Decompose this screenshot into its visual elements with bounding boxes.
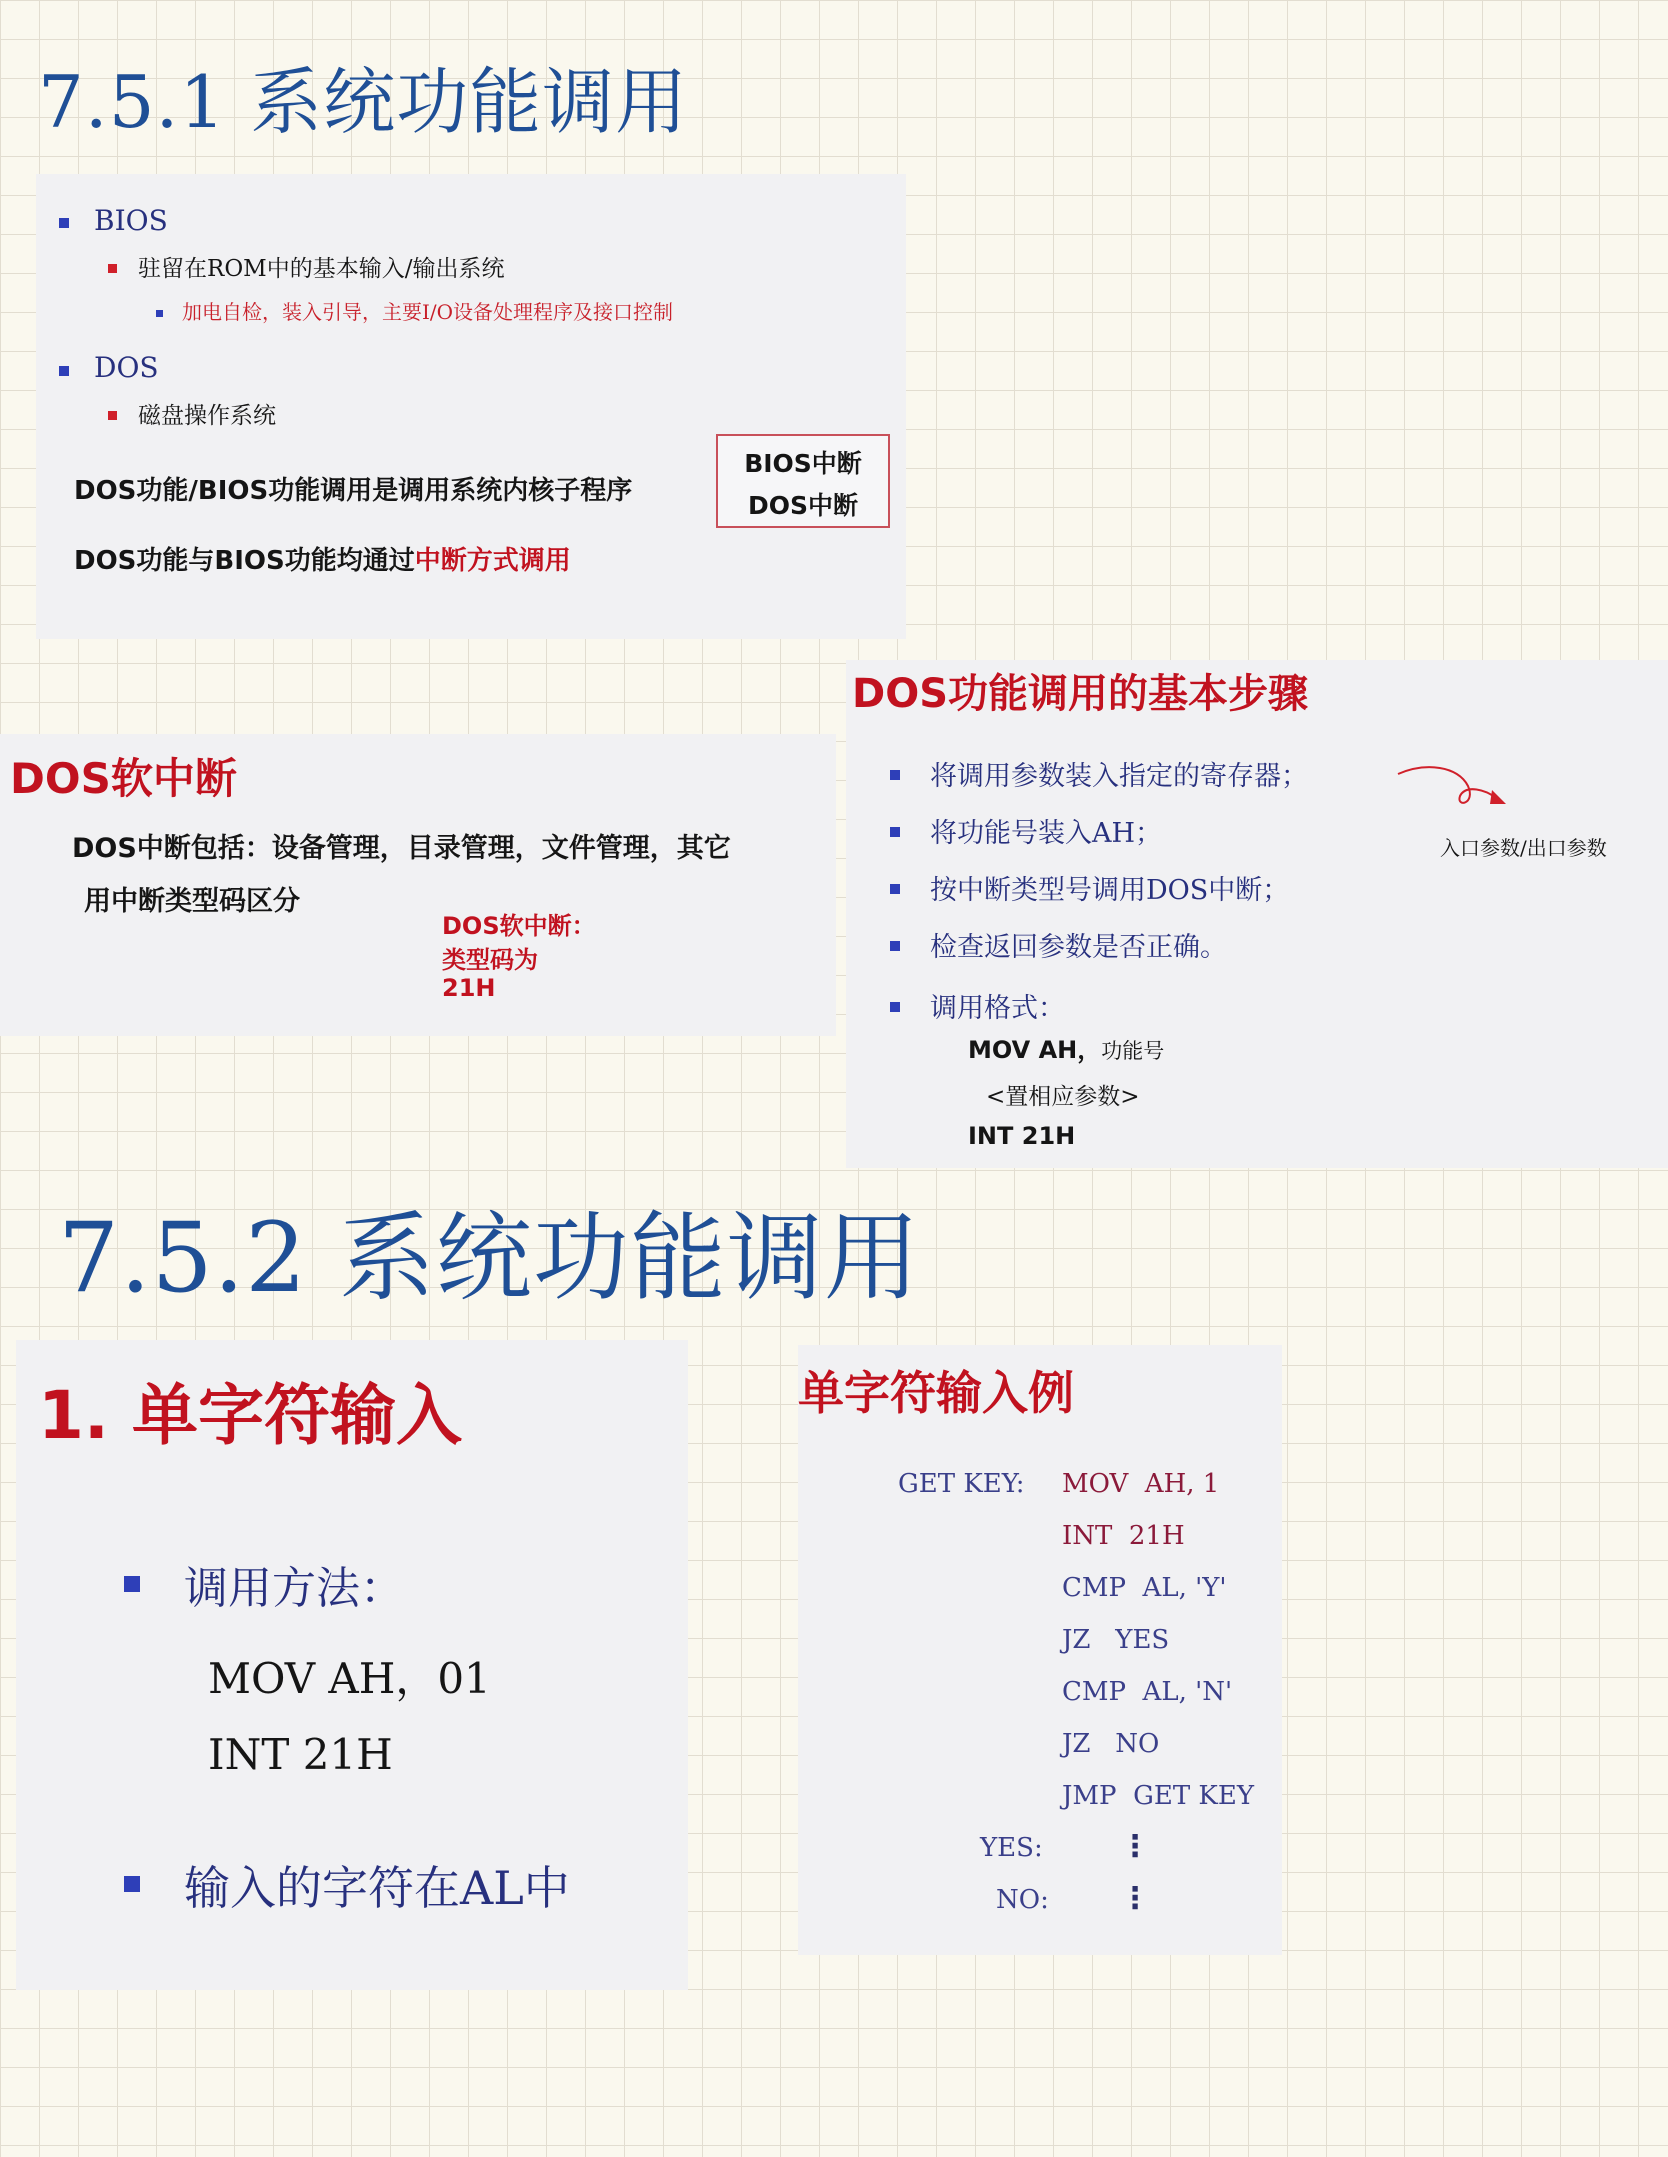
param-annotation: 入口参数/出口参数 xyxy=(1440,836,1607,860)
soft-interrupt-note-3: 21H xyxy=(442,974,496,1002)
bullet-icon xyxy=(59,218,69,228)
bullet-icon xyxy=(108,264,117,273)
asm-instruction: JMP GET KEY xyxy=(1062,1781,1254,1811)
slide-dos-call-steps xyxy=(846,660,1668,1168)
step-1: 将调用参数装入指定的寄存器； xyxy=(930,761,1308,792)
code-int-21h: INT 21H xyxy=(208,1730,393,1779)
bullet-icon xyxy=(890,1002,900,1012)
bullet-icon xyxy=(156,310,163,317)
slide-single-char-example xyxy=(798,1345,1282,1955)
box-dos-interrupt: DOS中断 xyxy=(747,491,858,520)
curved-arrow-icon xyxy=(1396,760,1516,840)
slide-title: DOS功能调用的基本步骤 xyxy=(852,671,1309,717)
interrupt-box xyxy=(716,434,890,528)
bullet-icon xyxy=(108,411,117,420)
asm-instruction: JZ YES xyxy=(1062,1625,1170,1655)
ellipsis-icon: ⋮ xyxy=(1120,1881,1150,1916)
asm-instruction: INT 21H xyxy=(1062,1521,1185,1551)
bios-description: 驻留在ROM中的基本输入/输出系统 xyxy=(138,256,505,282)
step-4: 检查返回参数是否正确。 xyxy=(930,932,1227,963)
asm-instruction: CMP AL, 'Y' xyxy=(1062,1573,1227,1603)
bullet-icon xyxy=(124,1876,140,1892)
input-in-al-label: 输入的字符在AL中 xyxy=(184,1861,570,1915)
step-2: 将功能号装入AH； xyxy=(930,818,1163,849)
ellipsis-icon: ⋮ xyxy=(1120,1829,1150,1864)
dos-interrupt-text: DOS中断包括：设备管理，目录管理，文件管理，其它 xyxy=(72,833,731,864)
code-line-3: INT 21H xyxy=(968,1122,1076,1150)
bullet-icon xyxy=(890,827,900,837)
slide-title: 1. 单字符输入 xyxy=(38,1377,462,1454)
code-mov-ah-01: MOV AH，01 xyxy=(208,1654,491,1703)
box-bios-interrupt: BIOS中断 xyxy=(744,449,862,478)
dos-interrupt-text-2: 用中断类型码区分 xyxy=(84,886,300,917)
bullet-icon xyxy=(890,884,900,894)
bullet-icon xyxy=(124,1576,140,1592)
asm-instruction: MOV AH, 1 xyxy=(1062,1469,1220,1499)
dos-bios-call-text: DOS功能/BIOS功能调用是调用系统内核子程序 xyxy=(74,476,633,506)
interrupt-call-prefix: DOS功能与BIOS功能均通过 xyxy=(74,546,415,576)
bullet-icon xyxy=(59,366,69,376)
bios-label: BIOS xyxy=(94,204,168,237)
label-yes: YES: xyxy=(980,1833,1043,1863)
bios-detail: 加电自检，装入引导，主要I/O设备处理程序及接口控制 xyxy=(182,300,674,324)
slide-single-char-input xyxy=(16,1340,688,1990)
asm-instruction: JZ NO xyxy=(1062,1729,1160,1759)
interrupt-call-highlight: 中断方式调用 xyxy=(414,546,571,576)
code-function-number: 功能号 xyxy=(1101,1039,1165,1063)
label-get-key: GET KEY: xyxy=(898,1469,1025,1499)
slide-title: 单字符输入例 xyxy=(798,1366,1074,1420)
step-3: 按中断类型号调用DOS中断； xyxy=(930,875,1290,906)
section-heading-7-5-2: 7.5.2 系统功能调用 xyxy=(58,1202,921,1314)
bullet-icon xyxy=(890,941,900,951)
slide-title: DOS软中断 xyxy=(10,754,237,803)
code-mov-ah: MOV AH， xyxy=(968,1036,1102,1064)
interrupt-call-text xyxy=(74,540,571,577)
section-heading-7-5-1: 7.5.1 系统功能调用 xyxy=(38,60,689,144)
dos-label: DOS xyxy=(94,351,159,384)
slide-dos-soft-interrupt xyxy=(0,734,836,1036)
soft-interrupt-note-1: DOS软中断： xyxy=(442,912,596,940)
dos-description: 磁盘操作系统 xyxy=(138,403,276,429)
step-5: 调用格式： xyxy=(930,993,1065,1024)
code-line-1 xyxy=(968,1030,1164,1065)
bullet-icon xyxy=(890,770,900,780)
call-method-label: 调用方法： xyxy=(184,1563,404,1614)
label-no: NO: xyxy=(996,1885,1049,1915)
asm-instruction: CMP AL, 'N' xyxy=(1062,1677,1233,1707)
soft-interrupt-note-2: 类型码为 xyxy=(442,946,538,974)
code-line-2: <置相应参数> xyxy=(986,1084,1140,1110)
slide-bios-dos xyxy=(36,174,906,639)
